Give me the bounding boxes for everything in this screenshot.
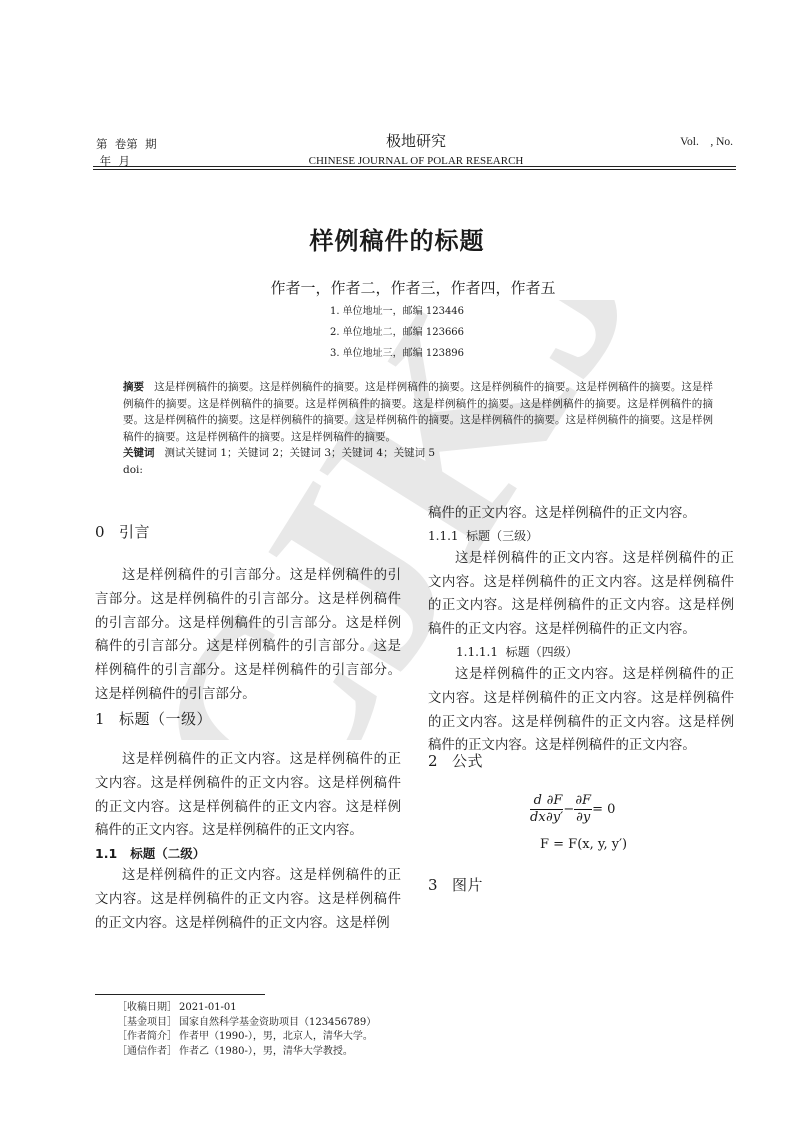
doi: doi: [123, 463, 143, 476]
section-1-heading-wrap [95, 708, 401, 732]
issue-info [96, 136, 157, 170]
journal-name-cn: 极地研究 [385, 132, 446, 150]
footnote-received [117, 1001, 376, 1016]
minus-sign: − [563, 802, 575, 817]
section-2-heading [428, 750, 734, 774]
section-2-heading-wrap [428, 750, 734, 774]
footnote-rule [95, 994, 265, 995]
section-1-body-wrap [95, 748, 401, 936]
section-1-1-paragraph: 这是样例稿件的正文内容。这是样例稿件的正文内容。这是样例稿件的正文内容。这是样例稿件的正文内容。这是样例稿件的正文内容。这是样例 [95, 868, 401, 931]
volume-issue: 第 卷第 期 [96, 137, 157, 151]
equation [530, 793, 650, 852]
section-1-1-1-1-paragraph: 这是样例稿件的正文内容。这是样例稿件的正文内容。这是样例稿件的正文内容。这是样例稿件的正文内容。这是样例稿件的正文内容。这是样例稿件的正文内容。这是样例稿件的正文内容。 [428, 666, 734, 754]
footnote-text: 作者乙（1980-），男，清华大学教授。 [179, 1045, 353, 1057]
section-title: 图片 [452, 876, 484, 894]
footnote-label: ［通信作者］ [117, 1045, 177, 1057]
abstract [123, 379, 713, 445]
section-title: 引言 [119, 523, 151, 541]
abstract-text: 这是样例稿件的摘要。这是样例稿件的摘要。这是样例稿件的摘要。这是样例稿件的摘要。这是样例稿件的摘要。这是样例稿件的摘要。这是样例稿件的摘要。这是样例稿件的摘要。这是样例稿件的摘要。这是样例稿件的摘要。这是样例稿件的摘要。这是样例稿件的摘要。这是样例稿件的摘要。这是样例稿件的摘要。这是样例稿件的摘要。这是样例稿件的摘要。这是样例稿件的摘要。这是样例稿件的摘要。这是样例稿件的摘要。 [123, 381, 714, 443]
footnotes [117, 1001, 376, 1059]
paper-title: 样例稿件的标题 [309, 227, 485, 255]
section-1-1-1-paragraph: 这是样例稿件的正文内容。这是样例稿件的正文内容。这是样例稿件的正文内容。这是样例稿件的正文内容。这是样例稿件的正文内容。这是样例稿件的正文内容。这是样例稿件的正文内容。 [428, 550, 734, 638]
section-1-1-1-1-heading: 1.1.1.1 标题（四级） [456, 644, 578, 659]
numerator: ∂F [546, 793, 563, 808]
year-month: 年 月 [96, 154, 130, 168]
equals-zero: = 0 [592, 802, 616, 817]
section-number: 0 [95, 523, 106, 541]
keywords-text: 测试关键词 1；关键词 2；关键词 3；关键词 4；关键词 5 [164, 447, 436, 459]
fraction-dF-dyprime [546, 793, 564, 826]
footnote-text: 2021-01-01 [179, 1002, 237, 1013]
section-number: 1 [95, 710, 106, 728]
denominator: ∂y′ [546, 810, 564, 825]
numerator: d [530, 793, 546, 810]
section-3-heading [428, 874, 734, 898]
footnote-author-bio [117, 1030, 376, 1045]
right-column [428, 502, 734, 758]
fraction-d-dx [530, 793, 546, 826]
footnote-label: ［作者简介］ [117, 1031, 177, 1042]
denominator: dx [530, 810, 546, 825]
left-column [95, 521, 401, 545]
section-0-heading [95, 521, 401, 545]
equation-line-1 [530, 793, 650, 826]
footnote-funding [117, 1016, 376, 1031]
section-title: 标题（一级） [119, 710, 213, 728]
journal-name [230, 132, 602, 169]
journal-name-en: CHINESE JOURNAL OF POLAR RESEARCH [308, 155, 524, 167]
footnote-label: ［收稿日期］ [117, 1002, 177, 1013]
section-number: 3 [428, 876, 439, 894]
section-title: 公式 [452, 752, 484, 770]
fraction-dF-dy [574, 793, 592, 826]
section-number: 2 [428, 752, 439, 770]
footnote-corresponding [117, 1045, 376, 1060]
section-1-paragraph: 这是样例稿件的正文内容。这是样例稿件的正文内容。这是样例稿件的正文内容。这是样例稿件的正文内容。这是样例稿件的正文内容。这是样例稿件的正文内容。这是样例稿件的正文内容。 [95, 752, 401, 839]
equation-line-2: F = F(x, y, y′) [540, 837, 628, 852]
abstract-block [123, 379, 713, 478]
section-1-heading [95, 708, 401, 732]
section-1-1-heading: 1.1 标题（二级） [95, 846, 206, 862]
footnote-label: ［基金项目］ [117, 1016, 177, 1028]
affiliation-1: 1. 单位地址一，邮编 123446 [329, 306, 465, 317]
keywords [123, 445, 713, 462]
header-rule-thick [93, 169, 736, 170]
watermark-text: CJKJ [170, 300, 690, 740]
denominator: ∂y [576, 810, 591, 825]
abstract-label: 摘要 [123, 381, 145, 393]
continued-paragraph: 稿件的正文内容。这是样例稿件的正文内容。 [428, 506, 696, 521]
section-1-1-1-heading: 1.1.1 标题（三级） [428, 528, 539, 543]
author-list: 作者一，作者二，作者三，作者四，作者五 [270, 279, 556, 297]
affiliation-3: 3. 单位地址三，邮编 123896 [329, 348, 465, 359]
intro-paragraph-wrap [95, 564, 401, 707]
footnote-text: 作者甲（1990-），男，北京人，清华大学。 [179, 1031, 373, 1042]
numerator: ∂F [575, 793, 592, 808]
header-rule-thin [93, 166, 736, 167]
intro-paragraph: 这是样例稿件的引言部分。这是样例稿件的引言部分。这是样例稿件的引言部分。这是样例稿件的引言部分。这是样例稿件的引言部分。这是样例稿件的引言部分。这是样例稿件的引言部分。这是样例稿件的引言部分。这是样例稿件的引言部分。这是样例稿件的引言部分。 [95, 568, 401, 702]
affiliation-2: 2. 单位地址二，邮编 123666 [329, 327, 465, 338]
section-3-heading-wrap [428, 874, 734, 898]
keywords-label: 关键词 [123, 447, 155, 459]
vol-no: Vol. , No. [680, 136, 733, 148]
footnote-text: 国家自然科学基金资助项目（123456789） [179, 1016, 377, 1028]
